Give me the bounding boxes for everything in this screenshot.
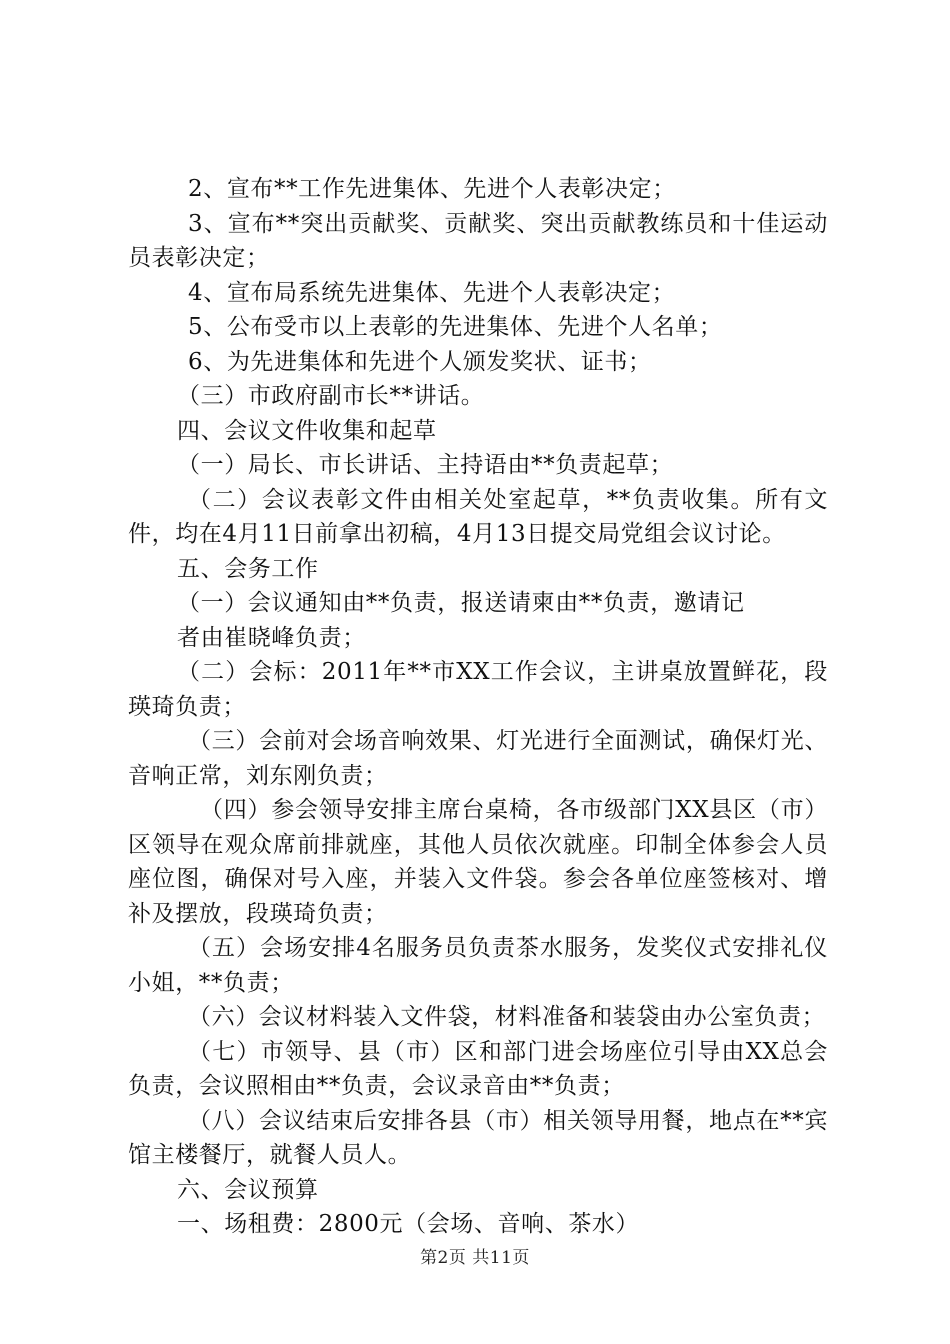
paragraph-item-6: 6、为先进集体和先进个人颁发奖状、证书； <box>188 348 652 375</box>
paragraph-drafting-speeches: （一）局长、市长讲话、主持语由**负责起草； <box>177 452 674 478</box>
paragraph-seating: （四）参会领导安排主席台桌椅，各市级部门XX县区（市）区领导在观众席前排就座，其他人员依次就座。印制全体参会人员座位图，确保对号入座，并装入文件袋。参会各单位座签核对、增补及摆放，段瑛琦负责； <box>128 797 828 927</box>
section-heading-budget: 六、会议预算 <box>177 1176 319 1203</box>
paragraph-item-3: 3、宣布**突出贡献奖、贡献奖、突出贡献教练员和十佳运动员表彰决定； <box>128 210 828 271</box>
section-heading-affairs: 五、会务工作 <box>177 555 319 582</box>
paragraph-venue-fee: 一、场租费：2800元（会场、音响、茶水） <box>177 1211 640 1237</box>
paragraph-attendants: （五）会场安排4名服务员负责茶水服务，发奖仪式安排礼仪小姐，**负责； <box>128 935 828 996</box>
paragraph-guidance: （七）市领导、县（市）区和部门进会场座位引导由XX总会负责，会议照相由**负责，会议录音由**负责； <box>128 1038 828 1099</box>
section-heading-documents: 四、会议文件收集和起草 <box>177 417 437 444</box>
paragraph-dining: （八）会议结束后安排各县（市）相关领导用餐，地点在**宾馆主楼餐厅，就餐人员人。 <box>128 1107 828 1168</box>
paragraph-banner: （二）会标：2011年**市XX工作会议，主讲桌放置鲜花，段瑛琦负责； <box>128 659 828 720</box>
paragraph-notice-continued: 者由崔晓峰负责； <box>177 624 366 651</box>
paragraph-notice: （一）会议通知由**负责，报送请柬由**负责，邀请记 <box>177 590 745 616</box>
paragraph-materials: （六）会议材料装入文件袋，材料准备和装袋由办公室负责； <box>188 1004 826 1030</box>
paragraph-item-2: 2、宣布**工作先进集体、先进个人表彰决定； <box>188 176 676 202</box>
page-number-footer: 第2页 共11页 <box>420 1248 530 1268</box>
paragraph-item-5: 5、公布受市以上表彰的先进集体、先进个人名单； <box>188 314 723 340</box>
paragraph-item-4: 4、宣布局系统先进集体、先进个人表彰决定； <box>188 279 676 306</box>
paragraph-vice-mayor-speech: （三）市政府副市长**讲话。 <box>177 383 485 409</box>
paragraph-sound-test: （三）会前对会场音响效果、灯光进行全面测试，确保灯光、音响正常，刘东刚负责； <box>128 728 828 789</box>
document-body <box>128 172 828 1242</box>
paragraph-commendation-files: （二）会议表彰文件由相关处室起草，**负责收集。所有文件，均在4月11日前拿出初稿，4月13日提交局党组会议讨论。 <box>128 486 828 547</box>
